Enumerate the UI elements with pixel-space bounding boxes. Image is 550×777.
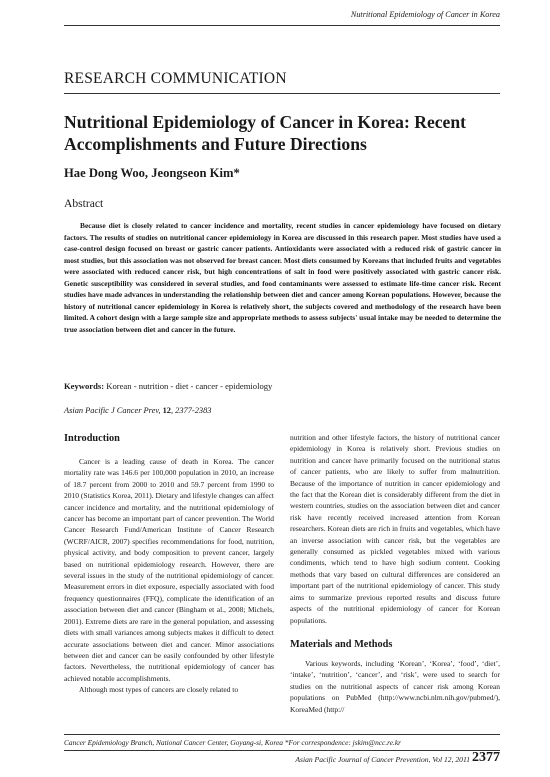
header-rule [64,25,500,26]
section-type: RESEARCH COMMUNICATION [64,70,287,87]
section-rule [64,93,500,94]
citation-journal: Asian Pacific J Cancer Prev, [64,406,163,415]
citation-pages: , 2377-2383 [170,406,212,415]
left-column [64,432,274,696]
keywords-text: Korean - nutrition - diet - cancer - epidemiology [104,381,273,391]
article-title: Nutritional Epidemiology of Cancer in Korea: Recent Accomplishments and Future Directions [64,112,467,154]
right-column [290,432,500,715]
journal-footer: Asian Pacific Journal of Cancer Prevention, Vol 12, 2011 [295,755,470,764]
page-number: 2377 [472,750,500,765]
footer-rule [64,734,500,735]
running-header: Nutritional Epidemiology of Cancer in Korea [350,10,500,19]
intro-paragraph-continued: nutrition and other lifestyle factors, the history of nutritional cancer epidemiology in Korea is relatively short. Previous studies on nutrition and cancer have primarily focused on the nutritional status of cancer patients, who are likely to suffer from malnutrition. Because of the importance of nutrition in cancer epidemiology and the fact that the Korean diet is considerably different from the diet in western countries, studies on the association between diet and cancer risk have recently received increased attention from Korean researchers. Korean diets are rich in fruits and vegetables, which have an inverse association with cancer risk, but the vegetables are generally consumed as pickled vegetables mixed with various condiments, which tend to have high sodium content. Cooking methods that vary based on cultural differences are considered an important part of the nutritional epidemiology of cancer. This study aims to summarize previous reported results and discuss future aspects of the nutritional epidemiology of cancer for Korean populations. [290,433,500,625]
intro-paragraph-1: Cancer is a leading cause of death in Korea. The cancer mortality rate was 146.6 per 100,000 population in 2010, an increase of 18.7 percent from 2000 to 2010 and 59.7 percent from 1990 to 2010 (Statistics Korea, 2011). Dietary and lifestyle changes can affect cancer incidence and mortality, and the nutritional epidemiology of cancer has become an important part of cancer prevention. The World Cancer Research Fund/American Institute of Cancer Research (WCRF/AICR, 2007) specifies recommendations for food, nutrition, physical activity, and body composition to prevent cancer, largely based on nutritional epidemiology research. However, there are several issues in the study of the nutritional epidemiology of cancer. Measurement errors in diet exposure, especially associated with food frequency questionnaires (FFQ), complicate the identification of an association between diet and cancer (Bingham et al., 2008; Michels, 2001). Extreme diets are rare in the general population, and assessing diets with small variances among subjects makes it difficult to detect accurate associations between diet and cancer. Minor associations between diet and cancer can be easily confounded by other lifestyle factors. Nevertheless, the nutritional epidemiology of cancer has achieved notable accomplishments. [64,457,274,683]
abstract-text: Because diet is closely related to cancer incidence and mortality, recent studies in cancer epidemiology have focused on dietary factors. The results of studies on nutritional cancer epidemiology in Korea are discussed in this research paper. Most studies have used a case-control design focused on breast or gastric cancer patients. Antioxidants were associated with a reduced risk of gastric cancer in most studies, but this association was not observed for breast cancer. Most diets consumed by Koreans that included fruits and vegetables were associated with reduced cancer risk, but high concentrations of salt in food were positively associated with gastric cancer risk. Genetic susceptibility was considered in several studies, and food contaminants were assessed to estimate life-time cancer risk. Recent studies have made advances in understanding the relationship between diet and cancer among Korean populations. However, because the history of nutritional cancer epidemiology in Korea is relatively short, the subjects covered and methodology of the research have been limited. A cohort design with a large sample size and appropriate methods to assess subjects' usual intake may be needed to determine the true association between diet and cancer in the future. [64,221,501,334]
methods-heading: Materials and Methods [290,638,393,650]
abstract-heading: Abstract [64,197,104,210]
keywords-label: Keywords: [64,381,105,391]
citation-volume: 12 [162,406,171,415]
keywords [64,381,272,391]
footer-rule-2 [64,750,500,751]
introduction-heading: Introduction [64,433,120,444]
methods-paragraph-1: Various keywords, including ‘Korean’, ‘Korea’, ‘food’, ‘diet’, ‘intake’, ‘nutrition’, ‘cancer’, and ‘risk’, were used to search for studies on the nutritional aspects of cancer risk among Korean populations on PubMed (http://www.ncbi.nlm.nih.gov/pubmed/), KoreaMed (http:// [290,658,500,714]
affiliation-note: Cancer Epidemiology Branch, National Cancer Center, Goyang-si, Korea *For correspondence: jskim@ncc.re.kr [64,738,402,747]
citation [64,406,211,415]
intro-paragraph-2: Although most types of cancers are closely related to [79,685,239,695]
author-list: Hae Dong Woo, Jeongseon Kim* [64,166,240,180]
